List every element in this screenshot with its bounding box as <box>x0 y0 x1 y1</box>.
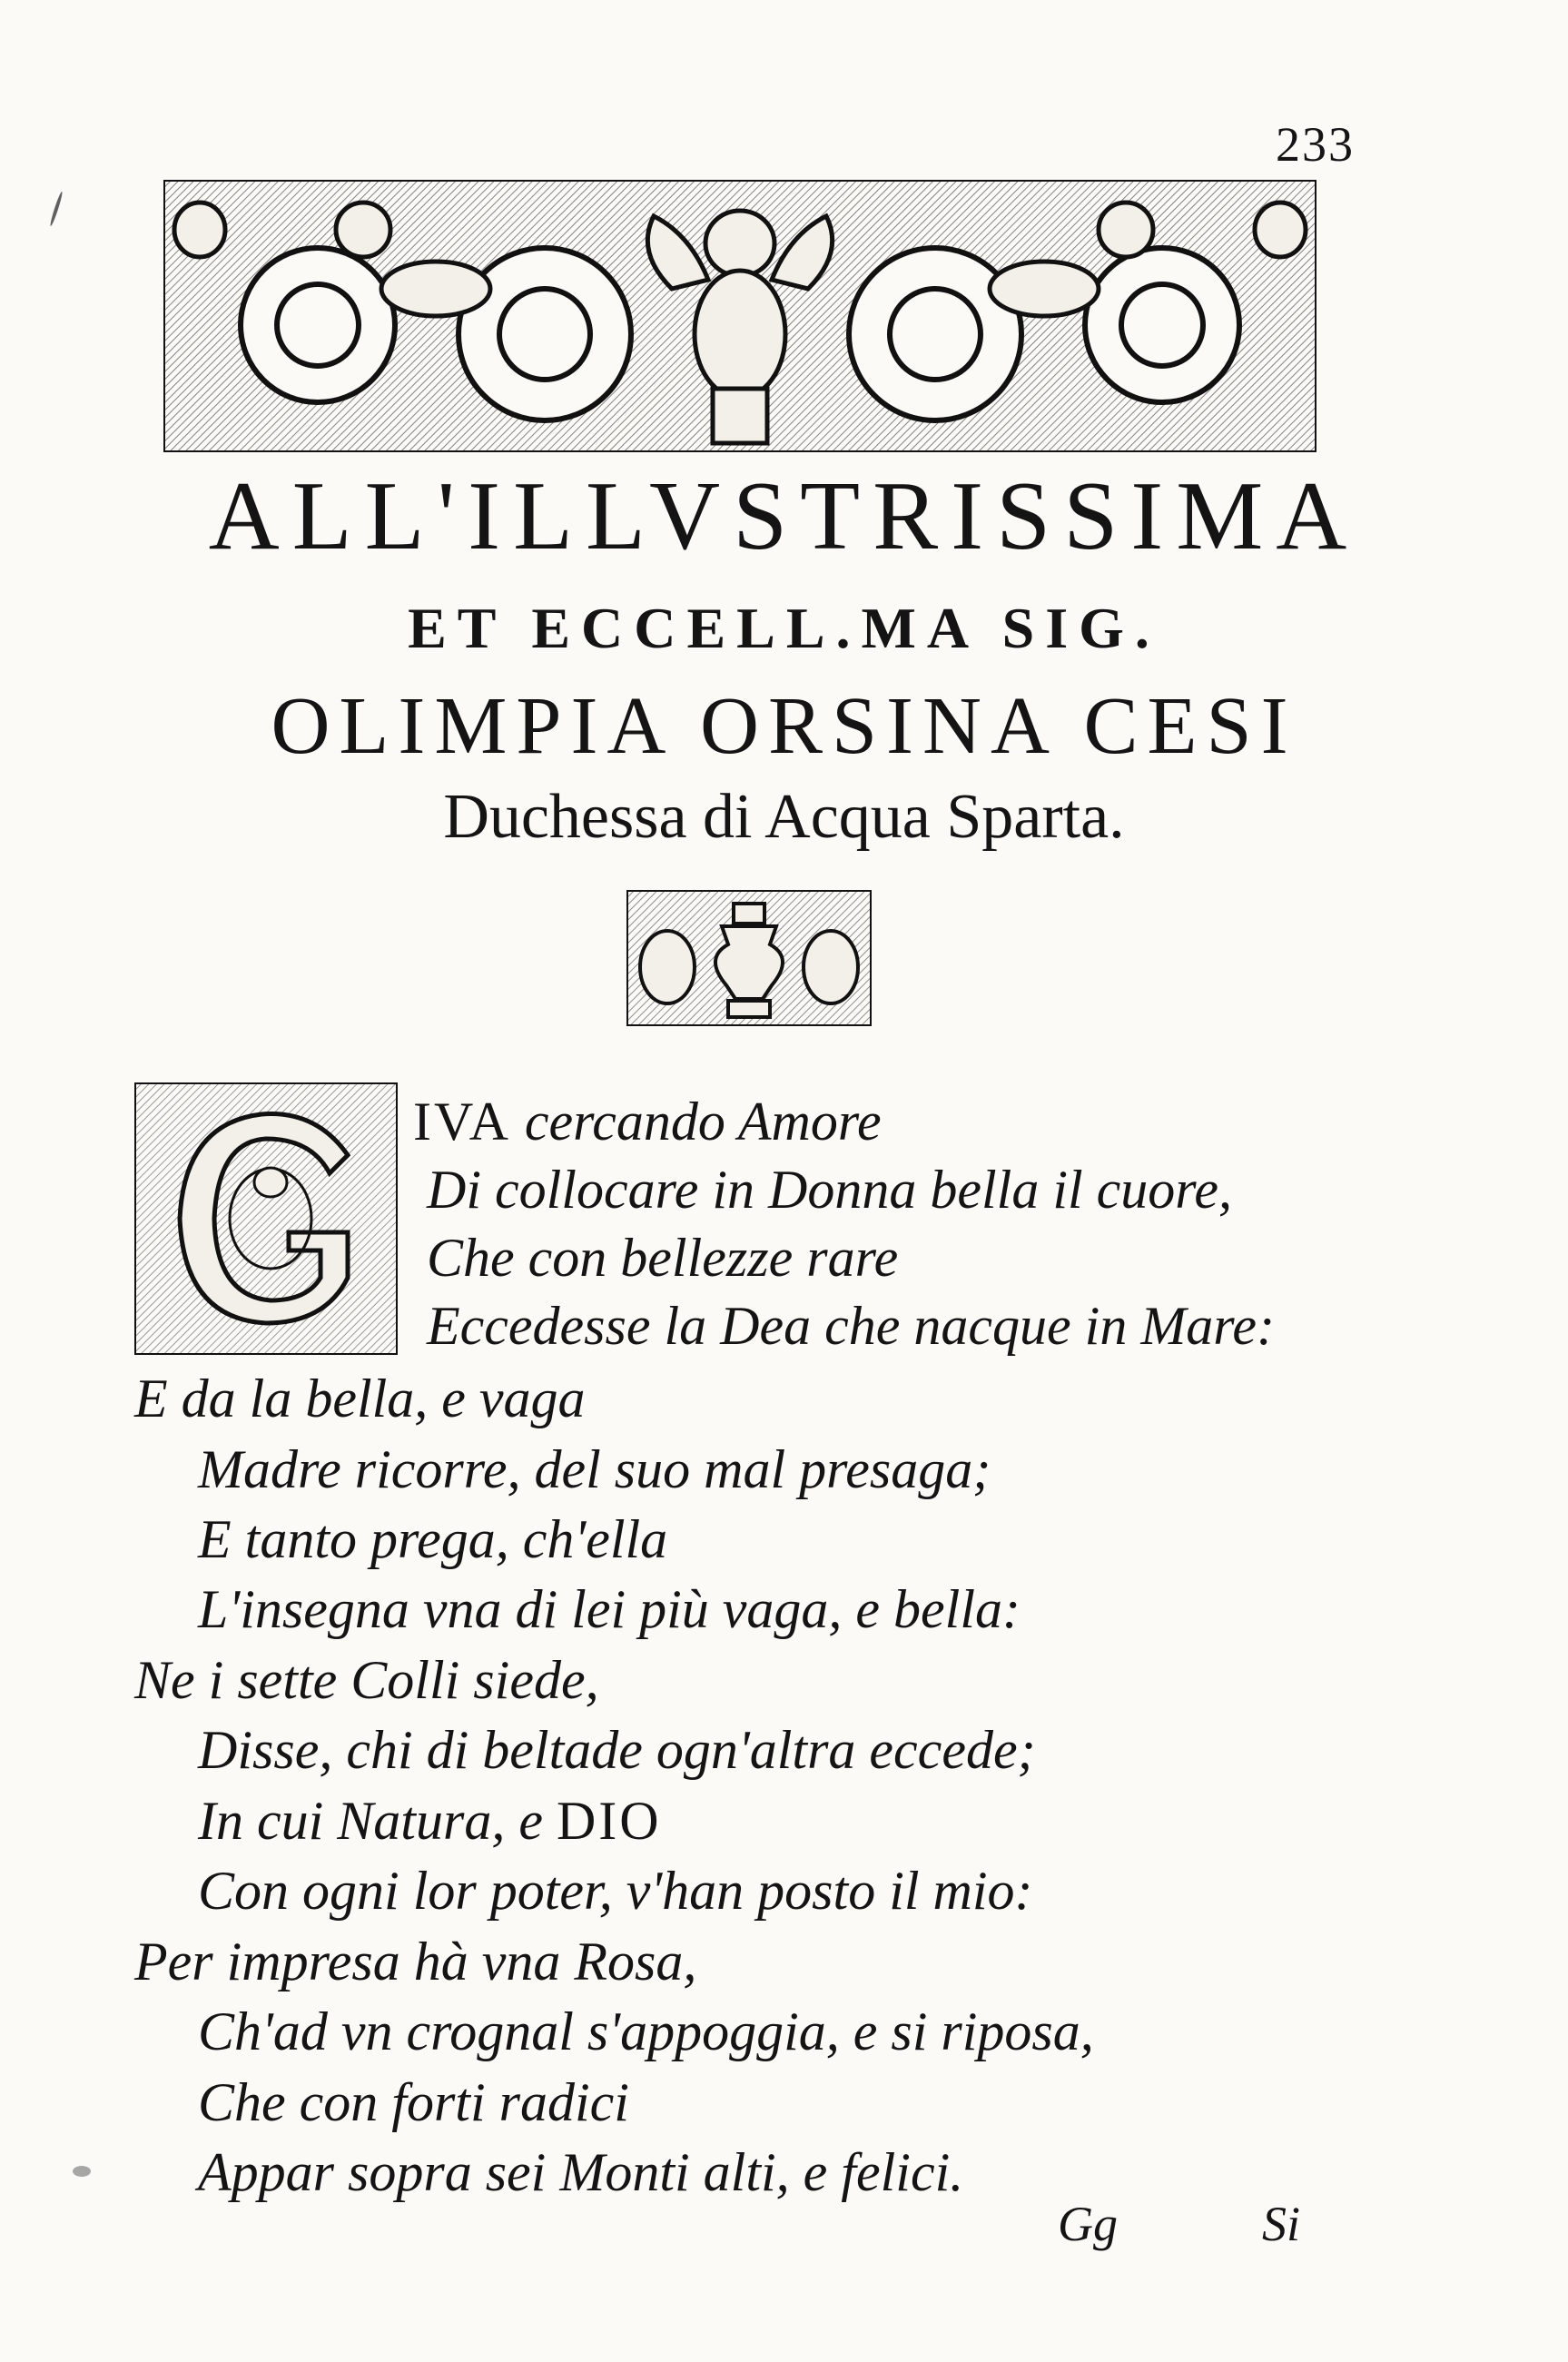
poem-line-15: Che con forti radici <box>198 2072 629 2132</box>
signature-mark: Gg <box>1058 2197 1118 2251</box>
ink-speck <box>73 2166 91 2177</box>
poem-line-4: Eccedesse la Dea che nacque in Mare: <box>427 1296 1276 1356</box>
dedication-name: OLIMPIA ORSINA CESI <box>271 681 1297 771</box>
dedication-title: ALL'ILLVSTRISSIMA <box>208 462 1360 570</box>
poem-line-16: Appar sopra sei Monti alti, e felici. <box>198 2142 964 2202</box>
poem-line-12: Con ogni lor poter, v'han posto il mio: <box>198 1861 1033 1921</box>
poem-line-1-text: cercando Amore <box>524 1092 882 1151</box>
poem-line-10: Disse, chi di beltade ogn'altra eccede; <box>198 1720 1036 1780</box>
vase-ornament-icon <box>626 890 872 1026</box>
poem-line-2: Di collocare in Donna bella il cuore, <box>427 1160 1233 1220</box>
decorated-initial-g-icon <box>134 1082 398 1355</box>
poem-line-1 <box>413 1094 882 1149</box>
poem-line-5: E da la bella, e vaga <box>134 1369 586 1428</box>
poem-line-7: E tanto prega, ch'ella <box>198 1509 668 1569</box>
poem-line-13: Per impresa hà vna Rosa, <box>134 1932 697 1991</box>
poem-line-6: Madre ricorre, del suo mal presaga; <box>198 1439 991 1499</box>
poem-line-8: L'insegna vna di lei più vaga, e bella: <box>198 1579 1021 1639</box>
page-number: 233 <box>1276 117 1355 172</box>
catchword: Si <box>1262 2197 1301 2251</box>
first-word-smallcaps: IVA <box>413 1092 511 1151</box>
poem-line-14: Ch'ad vn crognal s'appoggia, e si riposa, <box>198 2001 1094 2061</box>
dio-smallcaps: DIO <box>556 1791 662 1851</box>
poem-line-11-text: In cui Natura, e <box>198 1791 543 1851</box>
poem-line-3: Che con bellezze rare <box>427 1228 899 1288</box>
ornamental-headpiece-icon <box>163 180 1317 452</box>
poem-line-9: Ne i sette Colli siede, <box>134 1650 599 1710</box>
ink-mark <box>49 191 64 226</box>
dedication-subtitle: Duchessa di Acqua Sparta. <box>443 782 1125 852</box>
dedication-honorific: ET ECCELL.MA SIG. <box>408 596 1160 660</box>
poem-line-11 <box>198 1791 662 1851</box>
